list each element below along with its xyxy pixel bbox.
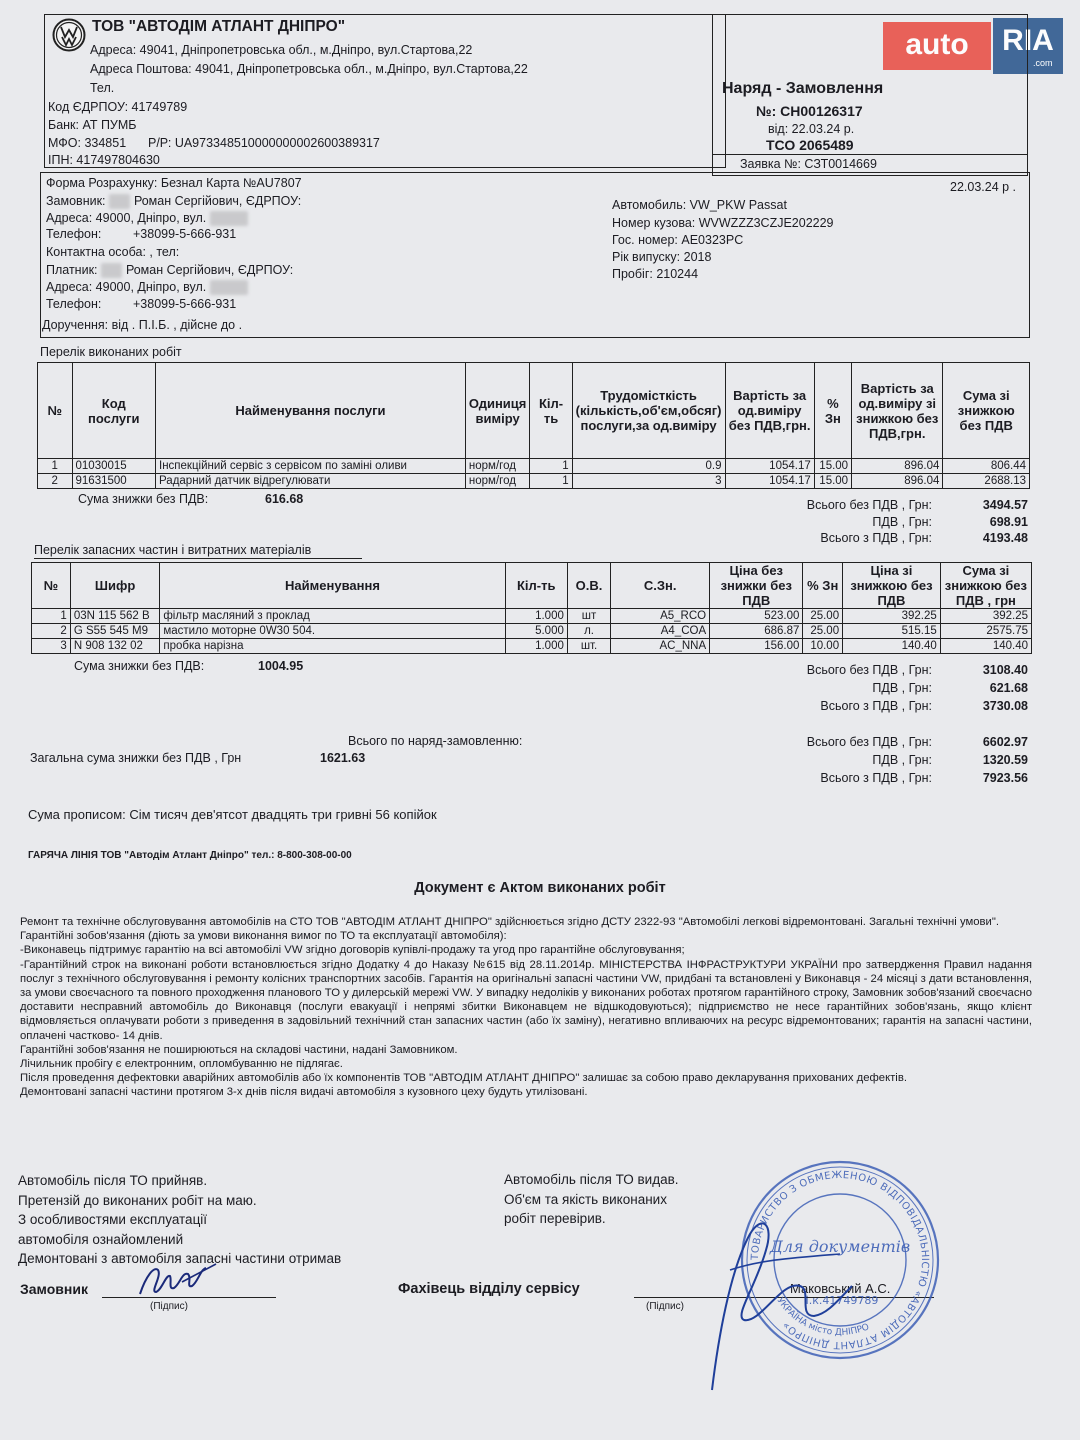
parts-vat-label: ПДВ , Грн:	[872, 681, 932, 695]
release-line: робіт перевірив.	[504, 1211, 606, 1226]
payer-phone-label: Телефон:	[46, 297, 102, 311]
customer-street-redacted: Лісова	[209, 211, 248, 225]
parts-cell-unit: л.	[567, 624, 610, 639]
works-discount-value: 616.68	[265, 492, 304, 506]
customer-surname-redacted: ПІП	[109, 194, 131, 208]
parts-cell-sz: AC_NNA	[611, 639, 710, 654]
proxy-line: Доручення: від . П.І.Б. , дійсне до .	[42, 318, 243, 332]
parts-title-underline	[34, 558, 362, 559]
customer-address: Адреса: 49000, Дніпро, вул.	[46, 211, 207, 225]
company-header-box	[44, 14, 726, 168]
parts-cell-disc: 25.00	[803, 609, 843, 624]
company-phone-label: Тел.	[90, 81, 115, 95]
release-line: Автомобіль після ТО видав.	[504, 1172, 679, 1187]
parts-discount-label: Сума знижки без ПДВ:	[74, 659, 205, 673]
legal-paragraph: Гарантійні зобов'язання (діють за умови виконання вимог по ТО та експлуатації автомобіля):	[20, 930, 507, 943]
act-title: Документ є Актом виконаних робіт	[414, 880, 666, 896]
parts-cell-name: фільтр масляний з проклад	[160, 609, 505, 624]
works-cell-name: Радарний датчик відрегулювати	[156, 474, 466, 489]
parts-total-label: Всього без ПДВ , Грн:	[806, 663, 932, 677]
works-cell-qty: 1	[530, 474, 572, 489]
company-edrpou: Код ЄДРПОУ: 41749789	[48, 100, 188, 114]
customer-label: Замовник	[20, 1281, 88, 1297]
parts-cell-price: 686.87	[710, 624, 803, 639]
customer-prefix: Замовник:	[46, 194, 106, 208]
parts-vat-value: 621.68	[989, 681, 1028, 695]
acceptance-line: Демонтовані з автомобіля запасні частини отримав	[18, 1251, 342, 1266]
legal-paragraph: Ремонт та технічне обслуговування автомобілів на СТО ТОВ "АВТОДІМ АТЛАНТ ДНІПРО" здійснюється згідно ДСТУ 2322-93 "Автомобілі легкові відремонтовані. Загальні технічні умови".	[20, 916, 999, 928]
specialist-signature-caption: (Підпис)	[646, 1301, 684, 1312]
stamp-city: УКРАЇНА місто ДНІПРО	[774, 1295, 871, 1338]
parts-header: Кіл-ть	[505, 563, 567, 609]
customer-signature	[132, 1258, 222, 1302]
parts-cell-code: 03N 115 562 B	[70, 609, 160, 624]
autoria-auto-text: auto	[883, 22, 991, 70]
parts-table	[31, 562, 1032, 654]
legal-terms	[20, 915, 1032, 1100]
works-cell-unit: норм/год	[465, 474, 529, 489]
parts-cell-sum: 140.40	[940, 639, 1031, 654]
works-cell-unit: норм/год	[465, 459, 529, 474]
customer-phone-label: Телефон:	[46, 227, 102, 241]
parts-discount-value: 1004.95	[258, 659, 304, 673]
table-row	[32, 624, 1032, 639]
parts-header: Ціна без знижки без ПДВ	[710, 563, 803, 609]
grand-total-value: 6602.97	[982, 735, 1028, 749]
parts-header: Сума зі знижкою без ПДВ , грн	[940, 563, 1031, 609]
works-header: % Зн	[814, 363, 851, 459]
order-number: №: СН00126317	[756, 103, 863, 119]
company-account: Р/Р: UA973348510000000002600389317	[148, 136, 380, 150]
autoria-com-text: .com	[1033, 58, 1053, 68]
payer-address: Адреса: 49000, Дніпро, вул.	[46, 280, 207, 294]
parts-cell-code: N 908 132 02	[70, 639, 160, 654]
table-row	[32, 609, 1032, 624]
works-cell-price: 1054.17	[725, 474, 814, 489]
vehicle-plate: Гос. номер: AE0323PC	[612, 233, 744, 247]
grand-total-vat-value: 7923.56	[982, 771, 1028, 785]
payer-line	[46, 263, 293, 278]
parts-cell-price: 523.00	[710, 609, 803, 624]
payer-name: Роман Сергійович, ЄДРПОУ:	[125, 263, 294, 277]
order-date: від: 22.03.24 р.	[768, 122, 855, 136]
works-header: Одиниця виміру	[465, 363, 529, 459]
order-date-right: 22.03.24 р .	[950, 180, 1017, 194]
table-row	[32, 639, 1032, 654]
parts-header: О.В.	[567, 563, 610, 609]
parts-cell-qty: 5.000	[505, 624, 567, 639]
payer-surname-redacted: ПІП	[101, 263, 123, 277]
works-header: Сума зі знижкою без ПДВ	[943, 363, 1030, 459]
parts-cell-name: мастило моторне 0W30 504.	[160, 624, 505, 639]
works-header: Вартість за од.виміру зі знижкою без ПДВ,грн.	[852, 363, 943, 459]
release-line: Об'єм та якість виконаних	[504, 1191, 667, 1207]
works-cell-price-disc: 896.04	[852, 459, 943, 474]
sum-in-words: Сума прописом: Сім тисяч дев'ятсот двадцять три гривні 56 копійок	[28, 807, 437, 822]
parts-cell-sum: 392.25	[940, 609, 1031, 624]
parts-header: % Зн	[803, 563, 843, 609]
parts-cell-price-disc: 140.40	[843, 639, 941, 654]
parts-cell-n: 2	[32, 624, 71, 639]
works-header: Кіл-ть	[530, 363, 572, 459]
order-title: Наряд - Замовлення	[722, 80, 884, 97]
grand-total-vat-label: Всього з ПДВ , Грн:	[820, 771, 932, 785]
parts-cell-qty: 1.000	[505, 609, 567, 624]
vw-logo-icon	[52, 18, 86, 52]
autoria-ria-text: RIA	[993, 18, 1063, 74]
payer-phone: +38099-5-666-931	[133, 297, 237, 311]
works-cell-disc: 15.00	[814, 459, 851, 474]
company-mfo: МФО: 334851	[48, 136, 127, 150]
acceptance-line: автомобіля ознайомлений	[18, 1231, 184, 1247]
order-tso: ТСО 2065489	[766, 137, 854, 153]
legal-paragraph: Демонтовані запасні частини протягом 3-х днів після видачі автомобіля з кузовного цеху будуть утилізовані.	[20, 1086, 588, 1099]
company-name: ТОВ "АВТОДІМ АТЛАНТ ДНІПРО"	[92, 18, 346, 35]
acceptance-line: З особливостями експлуатації	[18, 1212, 208, 1227]
company-bank: Банк: АТ ПУМБ	[48, 118, 137, 132]
works-cell-labor: 3	[572, 474, 725, 489]
service-release	[504, 1170, 679, 1229]
works-vat-label: ПДВ , Грн:	[872, 515, 932, 529]
grand-total-label: Всього без ПДВ , Грн:	[806, 735, 932, 749]
works-total-vat-value: 4193.48	[982, 531, 1028, 545]
table-row	[38, 459, 1030, 474]
parts-section-title: Перелік запасних частин і витратних матеріалів	[34, 543, 312, 557]
works-header: Трудомісткість (кількість,об'єм,обсяг) послуги,за од.виміру	[572, 363, 725, 459]
works-total-vat-label: Всього з ПДВ , Грн:	[820, 531, 932, 545]
customer-address-line	[46, 211, 248, 226]
order-divider	[712, 154, 1028, 155]
works-cell-sum: 806.44	[943, 459, 1030, 474]
works-cell-code: 01030015	[72, 459, 156, 474]
vehicle-vin: Номер кузова: WVWZZZ3CZJE202229	[612, 216, 834, 230]
customer-line	[46, 194, 301, 209]
parts-cell-sum: 2575.75	[940, 624, 1031, 639]
parts-cell-disc: 25.00	[803, 624, 843, 639]
works-cell-price-disc: 896.04	[852, 474, 943, 489]
parts-cell-qty: 1.000	[505, 639, 567, 654]
works-table	[37, 362, 1030, 489]
grand-discount-label: Загальна сума знижки без ПДВ , Грн	[30, 751, 242, 765]
works-cell-n: 1	[38, 459, 73, 474]
acceptance-line: Автомобіль після ТО прийняв.	[18, 1173, 208, 1188]
works-cell-qty: 1	[530, 459, 572, 474]
legal-paragraph: -Виконавець підтримує гарантію на всі автомобілі VW згідно договорів купівлі-продажу та угод про гарантійне обслуговування;	[20, 944, 685, 957]
vehicle-mileage: Пробіг: 210244	[612, 267, 699, 281]
legal-paragraph: Після проведення дефектовки аварійних автомобілів або їх компонентів ТОВ "АВТОДІМ АТЛАНТ ДНІПРО" залишає за собою право декларування прихованих дефектів.	[20, 1072, 907, 1085]
company-postal-address: Адреса Поштова: 49041, Дніпропетровська обл., м.Дніпро, вул.Стартова,22	[90, 62, 528, 76]
contact-person: Контактна особа: , тел:	[46, 245, 180, 259]
payer-address-line	[46, 280, 248, 295]
parts-header: Найменування	[160, 563, 505, 609]
parts-cell-price-disc: 392.25	[843, 609, 941, 624]
specialist-signature	[690, 1190, 860, 1400]
works-discount-label: Сума знижки без ПДВ:	[78, 492, 209, 506]
parts-cell-n: 3	[32, 639, 71, 654]
parts-total-vat-value: 3730.08	[982, 699, 1028, 713]
works-section-title: Перелік виконаних робіт	[40, 345, 182, 359]
hotline: ГАРЯЧА ЛІНІЯ ТОВ "Автодім Атлант Дніпро" тел.: 8-800-308-00-00	[28, 850, 352, 861]
grand-discount-value: 1621.63	[320, 751, 366, 765]
works-header: Код послуги	[72, 363, 156, 459]
payer-prefix: Платник:	[46, 263, 98, 277]
specialist-name: Маковський А.С.	[790, 1281, 891, 1296]
works-cell-labor: 0.9	[572, 459, 725, 474]
customer-signature-caption: (Підпис)	[150, 1301, 188, 1312]
stamp-outer-text: ТОВАРИСТВО З ОБМЕЖЕНОЮ ВІДПОВІДАЛЬНІСТЮ «АВТОДІМ АТЛАНТ ДНІПРО»	[749, 1169, 931, 1351]
parts-cell-code: G S55 545 M9	[70, 624, 160, 639]
works-cell-n: 2	[38, 474, 73, 489]
works-header: №	[38, 363, 73, 459]
works-header: Найменування послуги	[156, 363, 466, 459]
stamp-code: і.к.41749789	[805, 1294, 879, 1307]
legal-paragraph: Лічильник пробігу є електронним, опломбуванню не підлягає.	[20, 1058, 343, 1071]
legal-paragraph: -Гарантійний строк на виконані роботи встановлюється згідно Додатку 4 до Наказу №615 від 28.11.2014р. МІНІСТЕРСТВА ІНФРАСТРУКТУРИ УКРАЇНИ про затвердження Правил надання послуг з технічного обслуговування і ремонту колісних транспортних засобів. Гарантія на оригінальні запасні частини VW, придбані та встановлені у Виконавця - 24 місяці з дати встановлення, за умови своєчасного та повного проходження планового ТО у дилерській мережі VW. У випадку недоліків у виконаних роботах протягом гарантійного строку, Замовник зобов'язаний своєчасно доставити несправний автомобіль до Виконавця (послуги евакуації і непрямі збитки Виконавцем не відшкодовуються); підприємство не несе гарантійних зобов'язань, якщо клієнт відмовляється оплачувати роботи з приведення в задовільний технічний стан запасних частин (або їх заміну), негативно впливаючих на ресурс відремонтованих; гарантія на запасні частини, оплачені частково- 14 днів.	[20, 958, 1032, 1042]
works-cell-name: Інспекційний сервіс з сервісом по заміні оливи	[156, 459, 466, 474]
parts-cell-price: 156.00	[710, 639, 803, 654]
works-cell-price: 1054.17	[725, 459, 814, 474]
payer-street-redacted: Лісова	[209, 280, 248, 294]
customer-phone: +38099-5-666-931	[133, 227, 237, 241]
company-address: Адреса: 49041, Дніпропетровська обл., м.Дніпро, вул.Стартова,22	[90, 43, 473, 57]
parts-cell-unit: шт	[567, 609, 610, 624]
vehicle-model: Автомобиль: VW_PKW Passat	[612, 198, 787, 212]
table-row	[38, 474, 1030, 489]
parts-cell-price-disc: 515.15	[843, 624, 941, 639]
works-cell-code: 91631500	[72, 474, 156, 489]
works-cell-disc: 15.00	[814, 474, 851, 489]
parts-cell-sz: A4_COA	[611, 624, 710, 639]
parts-header: С.Зн.	[611, 563, 710, 609]
parts-header: Ціна зі знижкою без ПДВ	[843, 563, 941, 609]
customer-acceptance	[18, 1171, 341, 1269]
parts-cell-disc: 10.00	[803, 639, 843, 654]
parts-total-vat-label: Всього з ПДВ , Грн:	[820, 699, 932, 713]
vehicle-year: Рік випуску: 2018	[612, 250, 712, 264]
works-header: Вартість за од.виміру без ПДВ,грн.	[725, 363, 814, 459]
grand-vat-value: 1320.59	[982, 753, 1028, 767]
works-vat-value: 698.91	[989, 515, 1028, 529]
works-total-label: Всього без ПДВ , Грн:	[806, 498, 932, 512]
grand-title: Всього по наряд-замовленню:	[348, 734, 523, 748]
works-cell-sum: 2688.13	[943, 474, 1030, 489]
works-total-value: 3494.57	[982, 498, 1028, 512]
parts-cell-name: пробка нарізна	[160, 639, 505, 654]
parts-cell-sz: A5_RCO	[611, 609, 710, 624]
legal-paragraph: Гарантійні зобов'язання не поширюються на складові частини, надані Замовником.	[20, 1043, 458, 1056]
specialist-label: Фахівець відділу сервісу	[398, 1281, 580, 1297]
company-ipn: ІПН: 417497804630	[48, 153, 160, 167]
stamp-inner-text: Для документів	[769, 1237, 911, 1256]
grand-vat-label: ПДВ , Грн:	[872, 753, 932, 767]
parts-cell-unit: шт.	[567, 639, 610, 654]
parts-cell-n: 1	[32, 609, 71, 624]
parts-total-value: 3108.40	[982, 663, 1028, 677]
order-request: Заявка №: СЗТ0014669	[740, 157, 877, 171]
parts-header: №	[32, 563, 71, 609]
payment-form: Форма Розрахунку: Безнал Карта №AU7807	[46, 176, 302, 190]
acceptance-line: Претензій до виконаних робіт на маю.	[18, 1192, 257, 1208]
customer-name: Роман Сергійович, ЄДРПОУ:	[133, 194, 302, 208]
parts-header: Шифр	[70, 563, 160, 609]
